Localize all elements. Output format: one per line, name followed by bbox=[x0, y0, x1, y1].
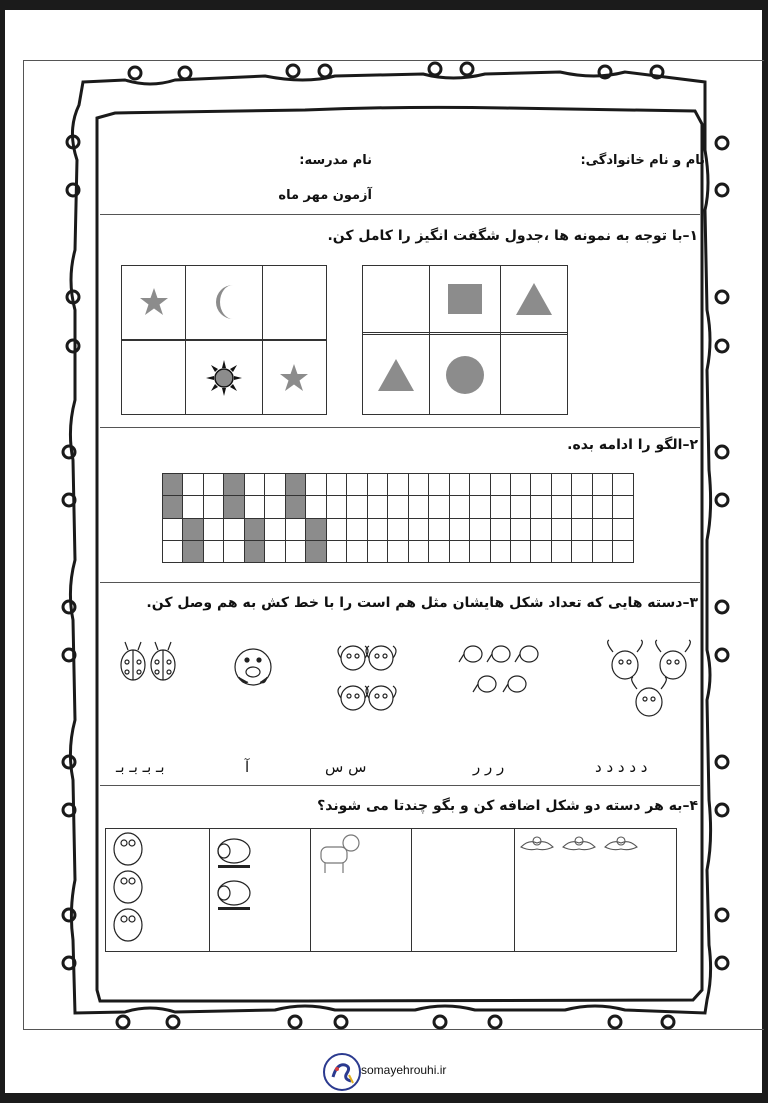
letter-group-dal: د د د د د bbox=[595, 758, 648, 776]
pattern-cell[interactable] bbox=[265, 518, 285, 540]
bird-icon bbox=[515, 646, 538, 662]
school-name-label: نام مدرسه: bbox=[299, 153, 372, 168]
worksheet-page bbox=[5, 10, 762, 1093]
pattern-cell[interactable] bbox=[510, 474, 530, 496]
pattern-cell[interactable] bbox=[429, 474, 449, 496]
pattern-cell[interactable] bbox=[306, 474, 326, 496]
pattern-cell[interactable] bbox=[388, 474, 408, 496]
pattern-cell[interactable] bbox=[531, 474, 551, 496]
pattern-cell[interactable] bbox=[163, 474, 183, 496]
pattern-cell[interactable] bbox=[285, 540, 305, 562]
sun-shape-icon bbox=[206, 360, 242, 396]
pattern-cell[interactable] bbox=[367, 540, 387, 562]
pattern-cell[interactable] bbox=[572, 540, 592, 562]
elephant-icon bbox=[366, 646, 396, 670]
pattern-cell[interactable] bbox=[285, 518, 305, 540]
moose-icon bbox=[656, 640, 691, 679]
letter-group-alef: آ bbox=[245, 758, 250, 776]
pattern-cell[interactable] bbox=[429, 496, 449, 518]
elephant-icon bbox=[366, 686, 396, 710]
bird-icon bbox=[459, 646, 482, 662]
triangle-shape-icon bbox=[378, 359, 414, 391]
pattern-cell[interactable] bbox=[367, 518, 387, 540]
pattern-cell[interactable] bbox=[429, 540, 449, 562]
pattern-cell[interactable] bbox=[367, 474, 387, 496]
pattern-cell[interactable] bbox=[449, 474, 469, 496]
section-divider bbox=[100, 785, 700, 786]
pattern-cell[interactable] bbox=[163, 518, 183, 540]
pattern-cell[interactable] bbox=[531, 540, 551, 562]
cell bbox=[262, 341, 326, 415]
pattern-cell[interactable] bbox=[183, 518, 203, 540]
cell bbox=[430, 335, 501, 415]
pattern-cell[interactable] bbox=[572, 474, 592, 496]
letter-group-sin: س س bbox=[325, 758, 367, 776]
question-2-text: ۲–الگو را ادامه بده. bbox=[567, 437, 698, 453]
cow-icon bbox=[235, 649, 271, 685]
pattern-cell[interactable] bbox=[265, 540, 285, 562]
pattern-cell[interactable] bbox=[592, 540, 612, 562]
cell[interactable] bbox=[122, 341, 186, 415]
cell[interactable] bbox=[363, 266, 430, 333]
pattern-cell[interactable] bbox=[572, 518, 592, 540]
pattern-cell[interactable] bbox=[347, 540, 367, 562]
pattern-cell[interactable] bbox=[449, 540, 469, 562]
ladybug-icon bbox=[151, 642, 175, 680]
pattern-cell[interactable] bbox=[203, 540, 223, 562]
pattern-cell[interactable] bbox=[347, 496, 367, 518]
pattern-cell[interactable] bbox=[470, 540, 490, 562]
shapes-table-right bbox=[362, 265, 568, 415]
square-shape-icon bbox=[448, 284, 482, 314]
pattern-cell[interactable] bbox=[531, 496, 551, 518]
pattern-cell[interactable] bbox=[265, 496, 285, 518]
question-1-text: ۱–با توجه به نمونه ها ،جدول شگفت انگیز را کامل کن. bbox=[327, 228, 698, 244]
pattern-cell[interactable] bbox=[388, 496, 408, 518]
cell[interactable] bbox=[500, 335, 567, 415]
pattern-cell[interactable] bbox=[326, 540, 346, 562]
bird-icon bbox=[487, 646, 510, 662]
pattern-cell[interactable] bbox=[592, 474, 612, 496]
pattern-cell[interactable] bbox=[326, 518, 346, 540]
elephant-icon bbox=[338, 646, 368, 670]
question-4-text: ۴–به هر دسته دو شکل اضافه کن و بگو چندتا می شوند؟ bbox=[317, 798, 698, 814]
pattern-cell[interactable] bbox=[613, 474, 634, 496]
pattern-cell[interactable] bbox=[470, 496, 490, 518]
pattern-cell[interactable] bbox=[326, 496, 346, 518]
pattern-cell[interactable] bbox=[449, 518, 469, 540]
section-divider bbox=[100, 427, 700, 428]
pattern-cell[interactable] bbox=[613, 540, 634, 562]
pattern-cell[interactable] bbox=[203, 496, 223, 518]
cell bbox=[122, 266, 186, 340]
cell bbox=[363, 335, 430, 415]
pattern-cell[interactable] bbox=[224, 474, 244, 496]
pattern-cell[interactable] bbox=[613, 496, 634, 518]
pattern-cell[interactable] bbox=[203, 474, 223, 496]
pattern-cell[interactable] bbox=[388, 540, 408, 562]
goat-box[interactable] bbox=[311, 829, 412, 952]
sheep-icons bbox=[210, 829, 260, 919]
pattern-cell[interactable] bbox=[347, 474, 367, 496]
pattern-cell[interactable] bbox=[510, 540, 530, 562]
pattern-cell[interactable] bbox=[244, 540, 264, 562]
star-shape-icon bbox=[279, 364, 309, 392]
moon-shape-icon bbox=[213, 284, 235, 320]
pattern-cell[interactable] bbox=[306, 518, 326, 540]
sheep-box[interactable] bbox=[210, 829, 311, 952]
animal-groups bbox=[105, 630, 705, 730]
owl-box[interactable] bbox=[106, 829, 210, 952]
site-logo-icon bbox=[323, 1053, 361, 1091]
cell bbox=[186, 266, 263, 340]
pattern-cell[interactable] bbox=[490, 540, 510, 562]
pattern-cell[interactable] bbox=[510, 496, 530, 518]
letter-group-be: بـ بـ بـ بـ bbox=[116, 758, 165, 776]
pattern-cell[interactable] bbox=[183, 474, 203, 496]
question-3-text: ۳–دسته هایی که تعداد شکل هایشان مثل هم است را با خط کش به هم وصل کن. bbox=[146, 595, 698, 611]
pattern-cell[interactable] bbox=[551, 474, 571, 496]
owl-icons bbox=[106, 829, 156, 947]
pattern-cell[interactable] bbox=[490, 474, 510, 496]
pattern-cell[interactable] bbox=[285, 474, 305, 496]
pattern-cell[interactable] bbox=[592, 496, 612, 518]
pattern-cell[interactable] bbox=[285, 496, 305, 518]
pattern-cell[interactable] bbox=[408, 518, 428, 540]
pattern-cell[interactable] bbox=[224, 518, 244, 540]
site-url[interactable]: somayehrouhi.ir bbox=[361, 1063, 447, 1077]
pattern-cell[interactable] bbox=[551, 518, 571, 540]
star-shape-icon bbox=[139, 288, 169, 316]
circle-shape-icon bbox=[446, 356, 484, 394]
pattern-cell[interactable] bbox=[592, 518, 612, 540]
pattern-cell[interactable] bbox=[203, 518, 223, 540]
pattern-cell[interactable] bbox=[531, 518, 551, 540]
pattern-cell[interactable] bbox=[183, 496, 203, 518]
section-divider bbox=[100, 582, 700, 583]
pattern-cell[interactable] bbox=[224, 540, 244, 562]
moose-icon bbox=[608, 640, 643, 679]
pattern-cell[interactable] bbox=[429, 518, 449, 540]
pattern-cell[interactable] bbox=[510, 518, 530, 540]
footer bbox=[5, 1045, 762, 1095]
elephant-icon bbox=[338, 686, 368, 710]
pattern-cell[interactable] bbox=[306, 540, 326, 562]
pattern-cell[interactable] bbox=[163, 540, 183, 562]
empty-box[interactable] bbox=[412, 829, 515, 952]
pattern-cell[interactable] bbox=[326, 474, 346, 496]
pattern-cell[interactable] bbox=[408, 496, 428, 518]
letter-group-re: ر ر ر bbox=[473, 758, 505, 776]
triangle-shape-icon bbox=[516, 283, 552, 315]
pattern-cell[interactable] bbox=[244, 496, 264, 518]
cell bbox=[430, 266, 501, 333]
pattern-cell[interactable] bbox=[347, 518, 367, 540]
cell bbox=[500, 266, 567, 333]
pattern-cell[interactable] bbox=[551, 496, 571, 518]
pattern-cell[interactable] bbox=[163, 496, 183, 518]
pattern-cell[interactable] bbox=[449, 496, 469, 518]
exam-title: آزمون مهر ماه bbox=[278, 188, 372, 203]
pattern-cell[interactable] bbox=[613, 518, 634, 540]
pattern-cell[interactable] bbox=[183, 540, 203, 562]
section-divider bbox=[100, 214, 700, 215]
moose-icon bbox=[632, 677, 667, 716]
pattern-cell[interactable] bbox=[265, 474, 285, 496]
pattern-cell[interactable] bbox=[244, 474, 264, 496]
pattern-cell[interactable] bbox=[224, 496, 244, 518]
add-two-table bbox=[105, 828, 677, 952]
bat-box[interactable] bbox=[515, 829, 677, 952]
shapes-table-left bbox=[121, 265, 327, 415]
pattern-cell[interactable] bbox=[490, 496, 510, 518]
cell bbox=[186, 341, 263, 415]
ladybug-icon bbox=[121, 642, 145, 680]
pattern-cell[interactable] bbox=[572, 496, 592, 518]
bird-icon bbox=[473, 676, 496, 692]
pattern-cell[interactable] bbox=[490, 518, 510, 540]
goat-icon bbox=[311, 829, 371, 879]
student-name-label: نام و نام خانوادگی: bbox=[580, 153, 705, 168]
pattern-cell[interactable] bbox=[306, 496, 326, 518]
pattern-cell[interactable] bbox=[470, 474, 490, 496]
pattern-grid bbox=[162, 473, 634, 563]
bird-icon bbox=[503, 676, 526, 692]
pattern-cell[interactable] bbox=[470, 518, 490, 540]
pattern-cell[interactable] bbox=[367, 496, 387, 518]
pattern-cell[interactable] bbox=[388, 518, 408, 540]
pattern-cell[interactable] bbox=[244, 518, 264, 540]
bat-icons bbox=[515, 829, 645, 869]
pattern-cell[interactable] bbox=[551, 540, 571, 562]
pattern-cell[interactable] bbox=[408, 540, 428, 562]
cell[interactable] bbox=[262, 266, 326, 340]
pattern-cell[interactable] bbox=[408, 474, 428, 496]
